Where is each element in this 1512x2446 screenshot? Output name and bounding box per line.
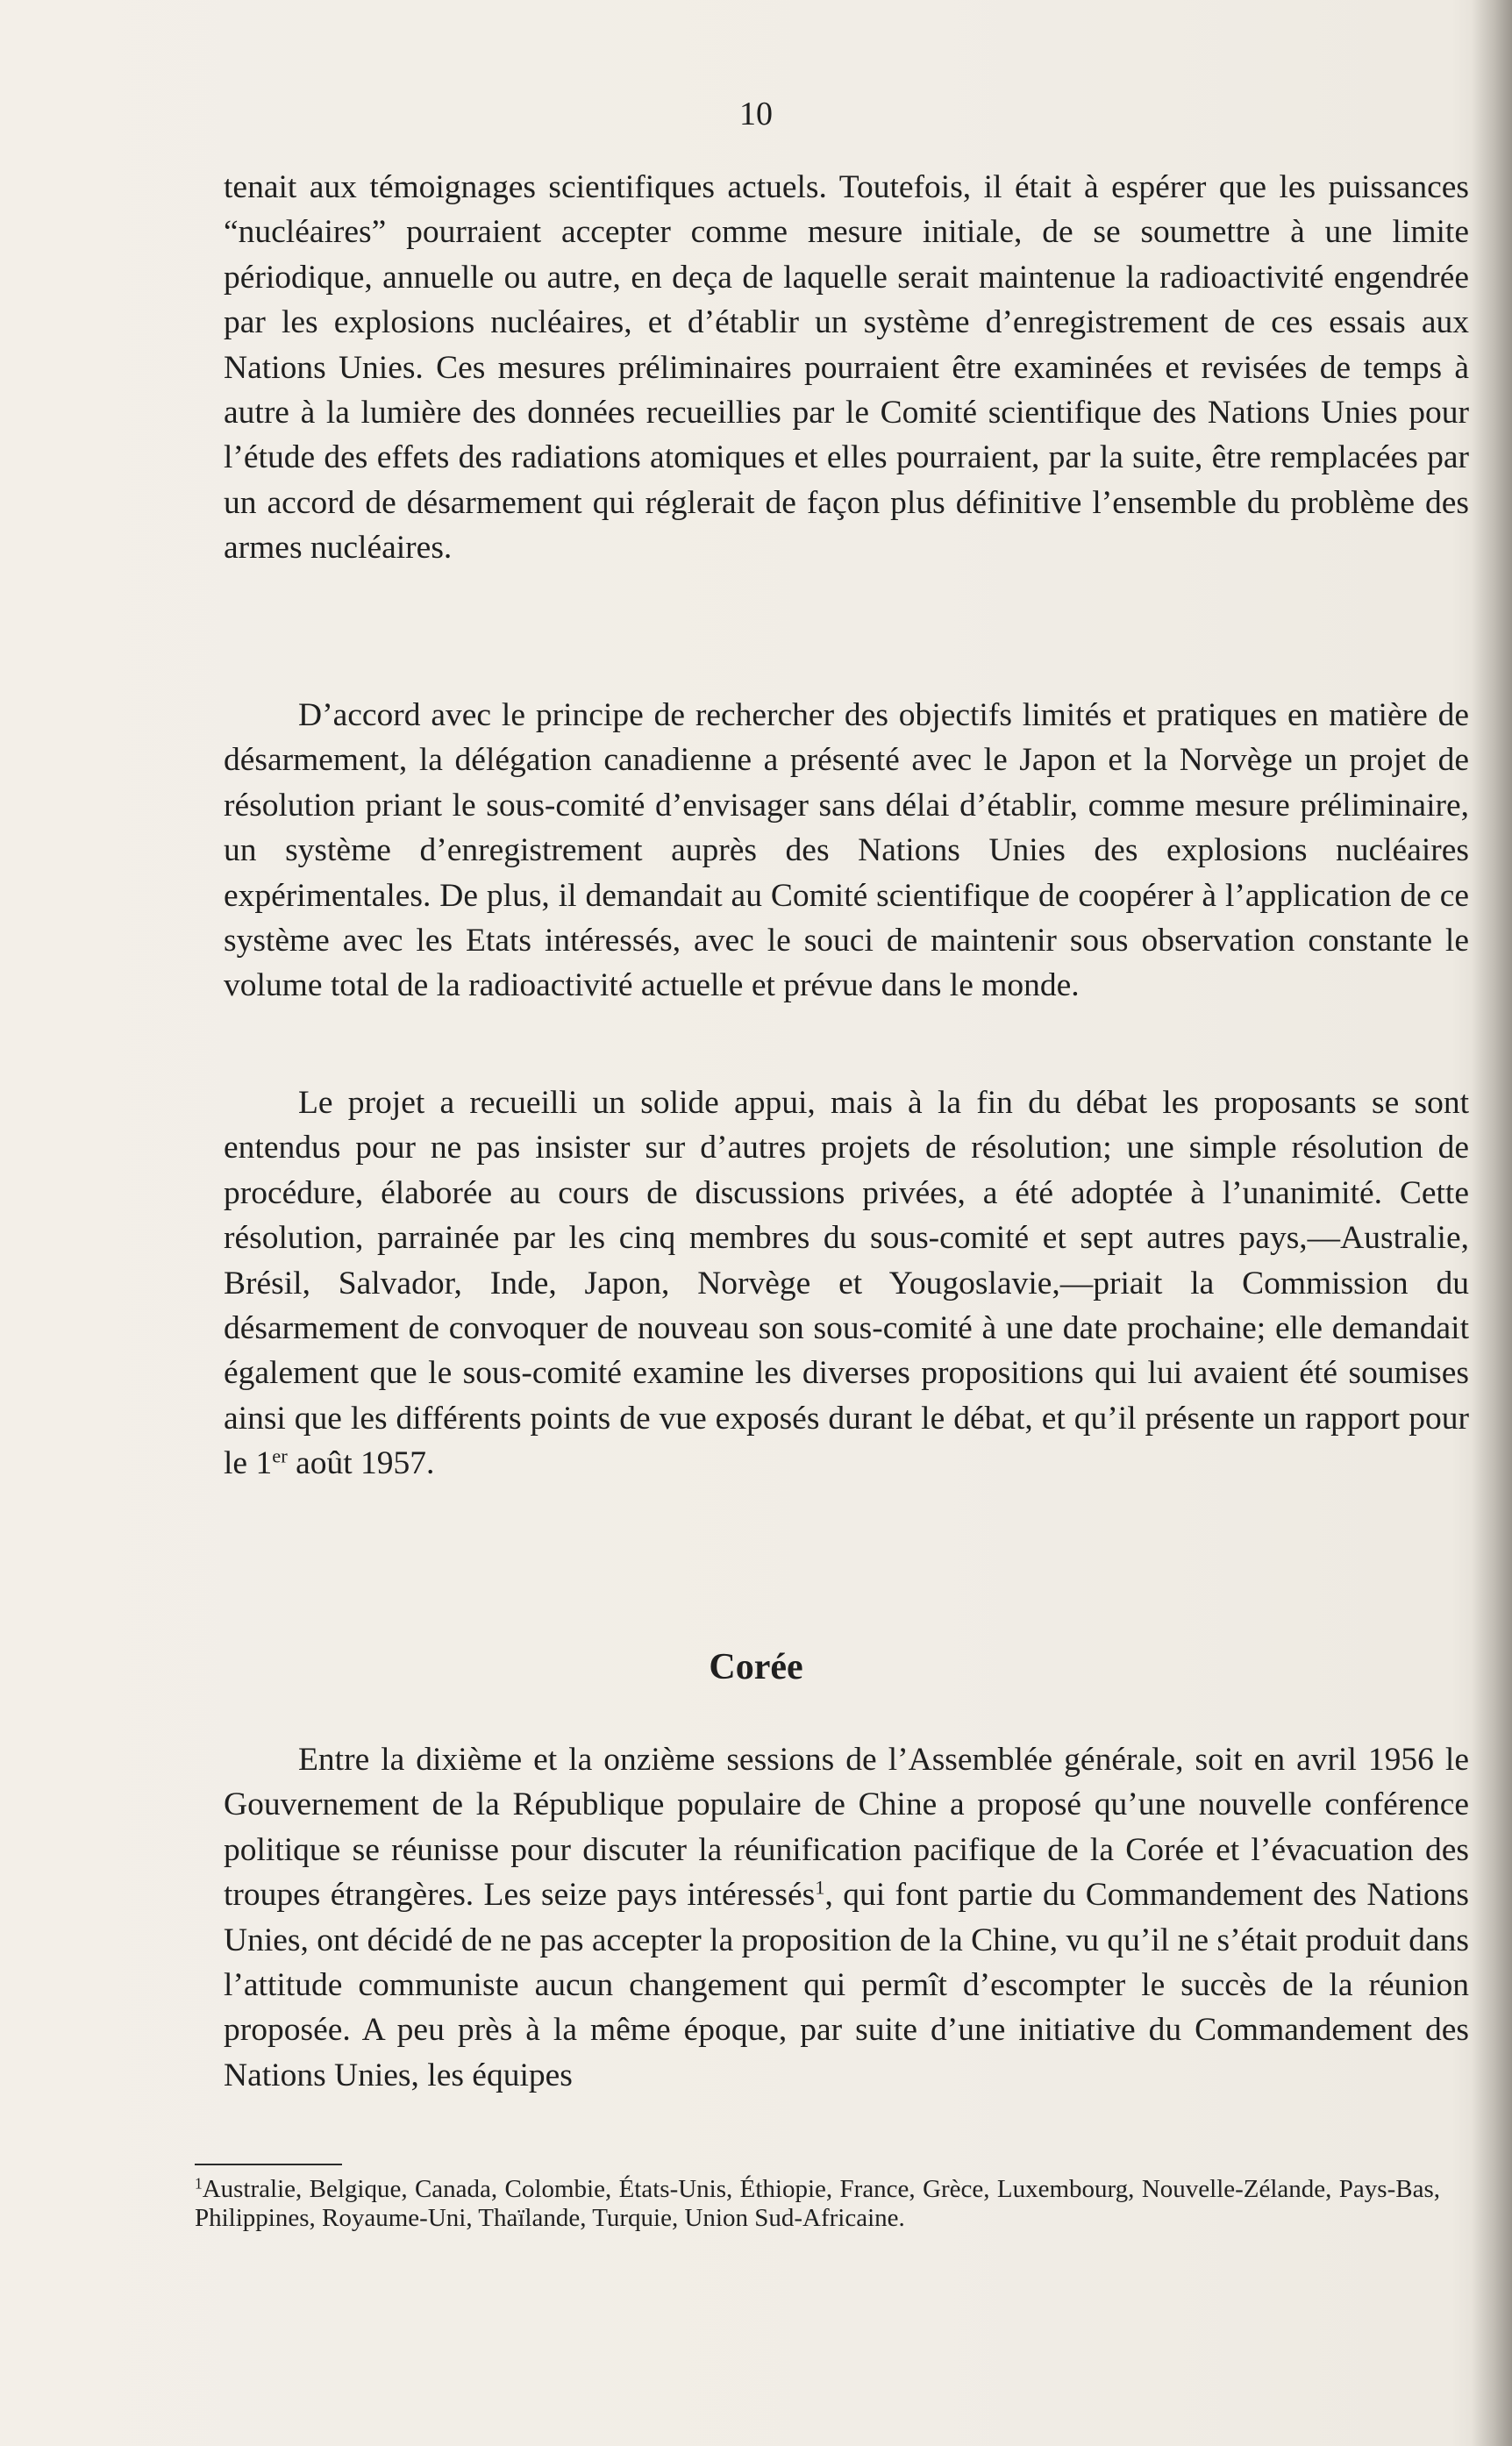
paragraph-korea-conference [224,1737,1469,2098]
paragraph-radioactivity-limits: tenait aux témoignages scientifiques actuels. Toutefois, il était à espérer que les puissances “nucléaires” pourraient accepter comme mesure initiale, de se soumettre à une limite périodique, annuelle ou autre, en deça de laquelle serait maintenue la radioactivité engendrée par les explosions nucléaires, et d’établir un système d’enregistrement de ces essais aux Nations Unies. Ces mesures préliminaires pourraient être examinées et revisées de temps à autre à la lumière des données recueillies par le Comité scientifique des Nations Unies pour l’étude des effets des radiations atomiques et elles pourraient, par la suite, être remplacées par un accord de désarmement qui réglerait de façon plus définitive l’ensemble du problème des armes nucléaires. [224,169,1469,567]
paragraph-text-before-note: Entre la dixième et la onzième sessions de l’Assemblée générale, soit en avril 1956 le Gouvernement de la République populaire de Chine a proposé qu’une nouvelle conférence politique se réunisse pour discuter la réunification pacifique de la Corée et l’évacuation des troupes étrangères. Les seize pays intéressés [224,1742,1469,1914]
footnote-marker: 1 [195,2174,203,2193]
footnote-text: Australie, Belgique, Canada, Colombie, États-Unis, Éthiopie, France, Grèce, Luxembourg, Nouvelle-Zélande, Pays-Bas, Philippines, Royaume-Uni, Thaïlande, Turquie, Union Sud-Africaine. [195,2175,1440,2232]
date-ordinal-superscript: er [272,1444,288,1467]
footnote [195,2175,1440,2233]
page-number: 10 [739,96,773,132]
paragraph-text: Le projet a recueilli un solide appui, mais à la fin du débat les proposants se sont entendus pour ne pas insister sur d’autres projets de résolution; une simple résolution de procédure, élaborée au cours de discussions privées, a été adoptée à l’unanimité. Cette résolution, parrainée par les cinq membres du sous-comité et sept autres pays,—Australie, Brésil, Salvador, Inde, Japon, Norvège et Yougoslavie,—priait la Commission du désarmement de convoquer de nouveau son sous-comité à une date prochaine; elle demandait également que le sous-comité examine les diverses propositions qui lui avaient été soumises ainsi que les différents points de vue exposés durant le débat, et qu’il présente un rapport pour le [224,1085,1469,1482]
paragraph-procedural-resolution [224,1080,1469,1487]
date-day: 1 [255,1445,273,1482]
section-heading-coree: Corée [709,1647,803,1687]
paragraph-canadian-resolution: D’accord avec le principe de rechercher des objectifs limités et pratiques en matière de désarmement, la délégation canadienne a présenté avec le Japon et la Norvège un projet de résolution priant le sous-comité d’envisager sans délai d’établir, comme mesure préliminaire, un système d’enregistrement auprès des Nations Unies des explosions nucléaires expérimentales. De plus, il demandait au Comité scientifique de coopérer à l’application de ce système avec les Etats intéressés, avec le souci de maintenir sous observation constante le volume total de la radioactivité actuelle et prévue dans le monde. [224,697,1469,1004]
page-gutter-shadow [1472,0,1512,2446]
date-rest: août 1957. [287,1445,435,1482]
footnote-divider [195,2164,342,2165]
footnote-reference: 1 [815,1876,825,1899]
paragraph-text-after-note: , qui font partie du Commandement des Nations Unies, ont décidé de ne pas accepter la proposition de la Chine, vu qu’il ne s’était produit dans l’attitude communiste aucun changement qui permît d’escompter le succès de la réunion proposée. A peu près à la même époque, par suite d’une initiative du Commandement des Nations Unies, les équipes [224,1877,1470,2093]
